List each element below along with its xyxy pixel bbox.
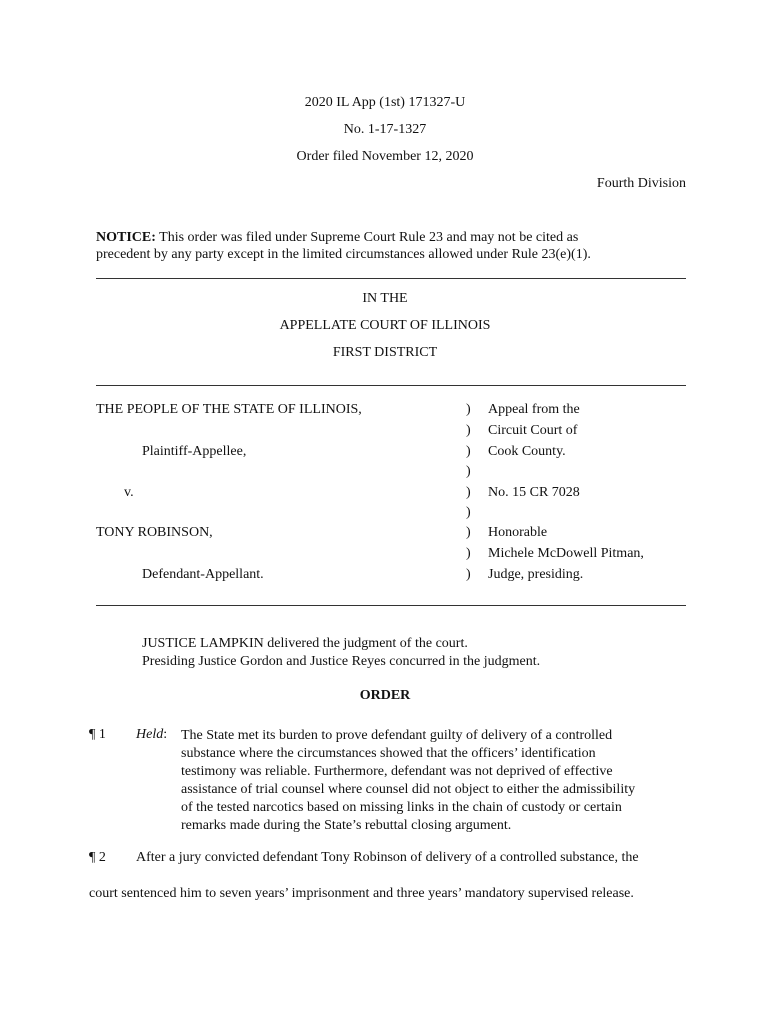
divider-caption-bottom: [96, 605, 686, 606]
held-line: substance where the circumstances showed that the officers’ identification: [181, 746, 596, 761]
court-line-1: IN THE: [362, 291, 408, 306]
filed-date: Order filed November 12, 2020: [296, 149, 474, 164]
judge-line-2: Michele McDowell Pitman,: [488, 546, 644, 561]
held-line: The State met its burden to prove defendant guilty of delivery of a controlled: [181, 728, 613, 743]
caption-paren: ): [466, 525, 471, 540]
paragraph-mark-2: ¶ 2: [89, 850, 106, 865]
notice-line-1: This order was filed under Supreme Court Rule 23 and may not be cited as: [159, 230, 579, 245]
caption-paren: ): [466, 505, 471, 520]
docket-number: No. 1-17-1327: [343, 122, 427, 137]
appeal-line-2: Circuit Court of: [488, 423, 578, 438]
paragraph-2-line-1: After a jury convicted defendant Tony Robinson of delivery of a controlled substance, the: [136, 850, 639, 865]
defendant-name: TONY ROBINSON,: [96, 525, 213, 540]
paragraph-2-line-2: court sentenced him to seven years’ imprisonment and three years’ mandatory supervised release.: [89, 886, 634, 901]
notice: [96, 229, 696, 263]
caption-paren: ): [466, 423, 471, 438]
held-line: remarks made during the State’s rebuttal closing argument.: [181, 818, 512, 833]
court-name: APPELLATE COURT OF ILLINOIS: [279, 318, 491, 333]
versus: v.: [124, 485, 134, 500]
plaintiff-name: THE PEOPLE OF THE STATE OF ILLINOIS,: [96, 402, 362, 417]
court-district: FIRST DISTRICT: [332, 345, 438, 360]
caption-paren: ): [466, 485, 471, 500]
held-text: [181, 727, 679, 835]
divider-caption-top: [96, 385, 686, 386]
judgment-line-2: Presiding Justice Gordon and Justice Reyes concurred in the judgment.: [142, 654, 541, 669]
citation: 2020 IL App (1st) 171327-U: [304, 95, 466, 110]
plaintiff-role: Plaintiff-Appellee,: [142, 444, 247, 459]
divider-top: [96, 278, 686, 279]
division: Fourth Division: [596, 176, 686, 191]
caption-paren: ): [466, 567, 471, 582]
held-label: [136, 727, 167, 743]
appeal-line-1: Appeal from the: [488, 402, 580, 417]
held-label-text: Held: [136, 727, 164, 742]
paragraph-mark-1: ¶ 1: [89, 727, 106, 742]
judgment-line-1: JUSTICE LAMPKIN delivered the judgment of the court.: [142, 636, 468, 651]
defendant-role: Defendant-Appellant.: [142, 567, 264, 582]
notice-label: NOTICE:: [96, 230, 156, 245]
caption-paren: ): [466, 546, 471, 561]
order-title: ORDER: [359, 688, 411, 703]
judge-line-1: Honorable: [488, 525, 548, 540]
caption-paren: ): [466, 402, 471, 417]
notice-line-2: precedent by any party except in the limited circumstances allowed under Rule 23(e)(1).: [96, 247, 591, 262]
caption-paren: ): [466, 444, 471, 459]
judge-line-3: Judge, presiding.: [488, 567, 584, 582]
held-line: of the tested narcotics based on missing links in the chain of custody or certain: [181, 800, 622, 815]
held-colon: :: [163, 727, 168, 742]
held-line: testimony was reliable. Furthermore, defendant was not deprived of effective: [181, 764, 613, 779]
case-number: No. 15 CR 7028: [488, 485, 580, 500]
appeal-line-3: Cook County.: [488, 444, 566, 459]
caption-paren: ): [466, 464, 471, 479]
held-line: assistance of trial counsel where counsel did not object to either the admissibility: [181, 782, 636, 797]
